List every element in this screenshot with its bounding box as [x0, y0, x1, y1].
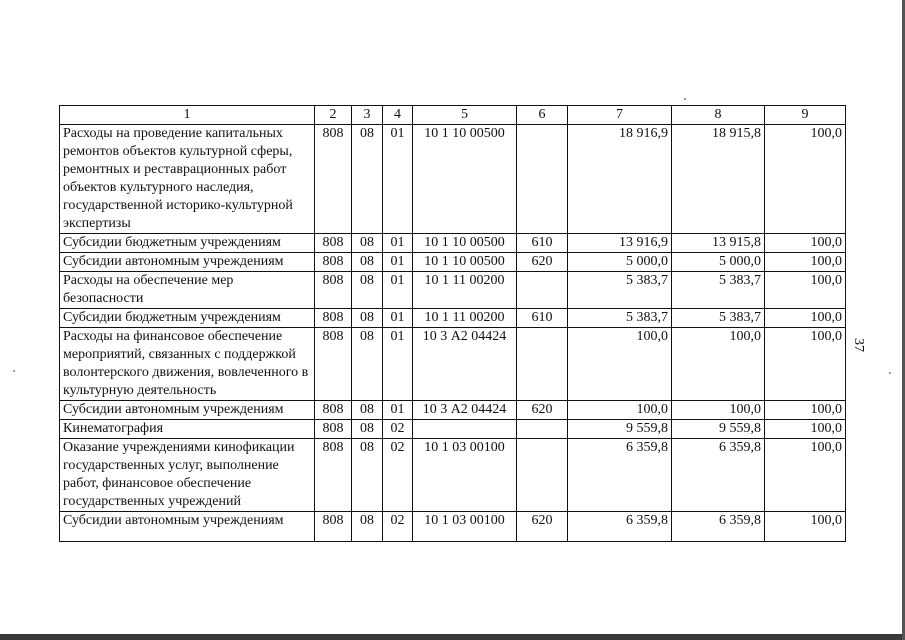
- cell-subsection: 02: [383, 512, 413, 542]
- cell-target-code: 10 3 А2 04424: [413, 328, 517, 401]
- cell-admin-code: 808: [315, 272, 352, 309]
- cell-admin-code: 808: [315, 309, 352, 328]
- cell-plan: 100,0: [568, 401, 672, 420]
- cell-actual: 100,0: [672, 328, 765, 401]
- table-row: [60, 439, 846, 512]
- cell-subsection: 01: [383, 253, 413, 272]
- cell-plan: 5 383,7: [568, 272, 672, 309]
- header-cell: 3: [352, 106, 383, 125]
- table-row: [60, 420, 846, 439]
- cell-target-code: 10 1 03 00100: [413, 439, 517, 512]
- cell-plan: 5 000,0: [568, 253, 672, 272]
- table-row: [60, 512, 846, 542]
- page-number: 37: [851, 338, 866, 352]
- row-name: Субсидии автономным учреждениям: [60, 253, 315, 272]
- cell-actual: 18 915,8: [672, 125, 765, 234]
- cell-plan: 6 359,8: [568, 439, 672, 512]
- cell-target-code: 10 1 10 00500: [413, 125, 517, 234]
- cell-plan: 6 359,8: [568, 512, 672, 542]
- scan-edge-bottom: [0, 634, 905, 640]
- row-name: Субсидии бюджетным учреждениям: [60, 234, 315, 253]
- cell-plan: 5 383,7: [568, 309, 672, 328]
- cell-expense-type: [517, 328, 568, 401]
- cell-percent: 100,0: [765, 420, 846, 439]
- cell-admin-code: 808: [315, 401, 352, 420]
- table-header-row: [60, 106, 846, 125]
- scan-speck: [684, 98, 686, 100]
- cell-actual: 5 383,7: [672, 309, 765, 328]
- cell-expense-type: [517, 439, 568, 512]
- cell-expense-type: [517, 420, 568, 439]
- cell-subsection: 01: [383, 272, 413, 309]
- cell-section: 08: [352, 309, 383, 328]
- cell-expense-type: [517, 125, 568, 234]
- cell-subsection: 01: [383, 401, 413, 420]
- cell-percent: 100,0: [765, 401, 846, 420]
- cell-subsection: 01: [383, 125, 413, 234]
- cell-target-code: 10 1 11 00200: [413, 272, 517, 309]
- cell-target-code: 10 3 А2 04424: [413, 401, 517, 420]
- cell-percent: 100,0: [765, 439, 846, 512]
- cell-admin-code: 808: [315, 234, 352, 253]
- cell-admin-code: 808: [315, 328, 352, 401]
- cell-target-code: 10 1 10 00500: [413, 234, 517, 253]
- cell-section: 08: [352, 253, 383, 272]
- row-name: Субсидии бюджетным учреждениям: [60, 309, 315, 328]
- row-name: Кинематография: [60, 420, 315, 439]
- row-name: Субсидии автономным учреждениям: [60, 512, 315, 542]
- cell-percent: 100,0: [765, 234, 846, 253]
- header-cell: 7: [568, 106, 672, 125]
- cell-target-code: [413, 420, 517, 439]
- cell-section: 08: [352, 420, 383, 439]
- cell-section: 08: [352, 401, 383, 420]
- cell-expense-type: 610: [517, 234, 568, 253]
- scan-speck: [889, 372, 891, 374]
- cell-plan: 18 916,9: [568, 125, 672, 234]
- cell-plan: 100,0: [568, 328, 672, 401]
- cell-admin-code: 808: [315, 439, 352, 512]
- row-name: Расходы на обеспечение мер безопасности: [60, 272, 315, 309]
- cell-actual: 6 359,8: [672, 439, 765, 512]
- cell-subsection: 01: [383, 309, 413, 328]
- cell-section: 08: [352, 272, 383, 309]
- budget-table: [59, 105, 846, 542]
- cell-expense-type: 620: [517, 401, 568, 420]
- cell-expense-type: 610: [517, 309, 568, 328]
- header-cell: 5: [413, 106, 517, 125]
- cell-percent: 100,0: [765, 309, 846, 328]
- cell-section: 08: [352, 439, 383, 512]
- header-cell: 4: [383, 106, 413, 125]
- table-row: [60, 125, 846, 234]
- cell-percent: 100,0: [765, 272, 846, 309]
- cell-percent: 100,0: [765, 125, 846, 234]
- cell-section: 08: [352, 512, 383, 542]
- cell-actual: 13 915,8: [672, 234, 765, 253]
- cell-actual: 100,0: [672, 401, 765, 420]
- cell-actual: 6 359,8: [672, 512, 765, 542]
- header-cell: 2: [315, 106, 352, 125]
- table-row: [60, 234, 846, 253]
- header-cell: 8: [672, 106, 765, 125]
- cell-percent: 100,0: [765, 512, 846, 542]
- cell-expense-type: 620: [517, 512, 568, 542]
- row-name: Субсидии автономным учреждениям: [60, 401, 315, 420]
- table-row: [60, 328, 846, 401]
- cell-plan: 13 916,9: [568, 234, 672, 253]
- cell-target-code: 10 1 03 00100: [413, 512, 517, 542]
- cell-admin-code: 808: [315, 512, 352, 542]
- cell-plan: 9 559,8: [568, 420, 672, 439]
- cell-percent: 100,0: [765, 328, 846, 401]
- cell-actual: 5 383,7: [672, 272, 765, 309]
- cell-subsection: 02: [383, 420, 413, 439]
- cell-admin-code: 808: [315, 253, 352, 272]
- table-row: [60, 272, 846, 309]
- cell-admin-code: 808: [315, 125, 352, 234]
- cell-actual: 5 000,0: [672, 253, 765, 272]
- cell-target-code: 10 1 11 00200: [413, 309, 517, 328]
- cell-section: 08: [352, 234, 383, 253]
- cell-admin-code: 808: [315, 420, 352, 439]
- cell-section: 08: [352, 328, 383, 401]
- cell-expense-type: 620: [517, 253, 568, 272]
- row-name: Расходы на проведение капитальных ремонтов объектов культурной сферы, ремонтных и реставрационных работ объектов культурного наследия, государственной историко-культурной экспертизы: [60, 125, 315, 234]
- cell-actual: 9 559,8: [672, 420, 765, 439]
- header-cell: 6: [517, 106, 568, 125]
- cell-subsection: 01: [383, 234, 413, 253]
- cell-expense-type: [517, 272, 568, 309]
- table-row: [60, 401, 846, 420]
- cell-subsection: 02: [383, 439, 413, 512]
- cell-section: 08: [352, 125, 383, 234]
- cell-subsection: 01: [383, 328, 413, 401]
- cell-target-code: 10 1 10 00500: [413, 253, 517, 272]
- table-row: [60, 309, 846, 328]
- header-cell: 9: [765, 106, 846, 125]
- cell-percent: 100,0: [765, 253, 846, 272]
- header-cell: 1: [60, 106, 315, 125]
- scan-speck: [13, 370, 15, 372]
- row-name: Расходы на финансовое обеспечение мероприятий, связанных с поддержкой волонтерского движения, вовлеченного в культурную деятельность: [60, 328, 315, 401]
- row-name: Оказание учреждениями кинофикации государственных услуг, выполнение работ, финансовое обеспечение государственных учреждений: [60, 439, 315, 512]
- table-row: [60, 253, 846, 272]
